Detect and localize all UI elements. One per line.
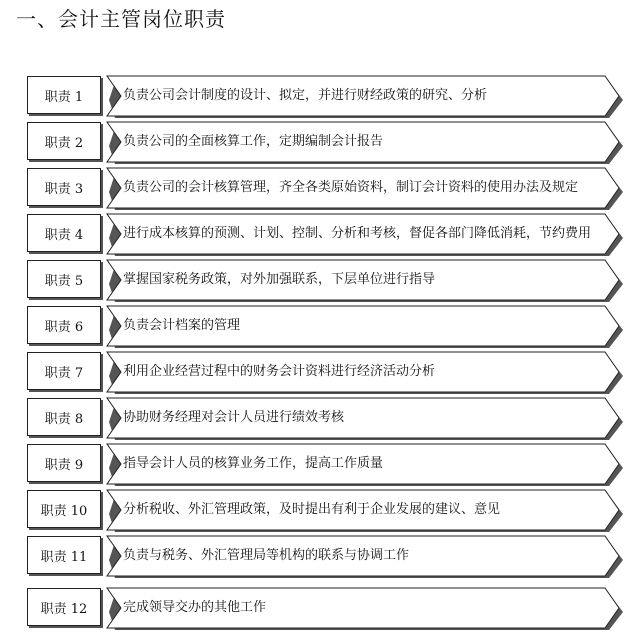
duty-label: 职责 9 (27, 444, 101, 482)
duty-row (27, 306, 621, 346)
duty-row (27, 122, 621, 162)
duty-text: 进行成本核算的预测、计划、控制、分析和考核，督促各部门降低消耗，节约费用 (123, 226, 592, 241)
duty-arrow-box (107, 588, 621, 628)
duty-arrow-box (107, 398, 621, 438)
duty-row (27, 168, 621, 208)
duty-text: 分析税收、外汇管理政策，及时提出有利于企业发展的建议、意见 (123, 502, 501, 517)
page-title: 一、会计主管岗位职责 (16, 7, 226, 31)
duty-text: 负责与税务、外汇管理局等机构的联系与协调工作 (123, 548, 410, 563)
duty-text: 完成领导交办的其他工作 (123, 600, 267, 615)
duty-arrow-box (107, 352, 621, 392)
duty-row (27, 588, 621, 628)
duty-row (27, 260, 621, 300)
duty-label: 职责 3 (27, 168, 101, 206)
duty-label: 职责 8 (27, 398, 101, 436)
duty-text: 负责会计档案的管理 (123, 318, 241, 333)
duty-label: 职责 10 (27, 490, 101, 528)
duty-label: 职责 1 (27, 76, 101, 114)
duty-label: 职责 11 (27, 536, 101, 574)
duty-row (27, 214, 621, 254)
duty-text: 协助财务经理对会计人员进行绩效考核 (123, 410, 345, 425)
duty-arrow-box (107, 122, 621, 162)
duty-row (27, 444, 621, 484)
duty-label: 职责 5 (27, 260, 101, 298)
duty-arrow-box (107, 260, 621, 300)
duty-arrow-box (107, 536, 621, 576)
duty-label: 职责 4 (27, 214, 101, 252)
duty-row (27, 536, 621, 576)
duty-row (27, 398, 621, 438)
duty-text: 指导会计人员的核算业务工作，提高工作质量 (123, 456, 384, 471)
duty-arrow-box (107, 306, 621, 346)
duty-arrow-box (107, 444, 621, 484)
duty-label: 职责 2 (27, 122, 101, 160)
duty-row (27, 490, 621, 530)
duty-text: 负责公司会计制度的设计、拟定，并进行财经政策的研究、分析 (123, 88, 488, 103)
duty-text: 负责公司的会计核算管理，齐全各类原始资料，制订会计资料的使用办法及规定 (123, 180, 579, 195)
duty-label: 职责 12 (27, 588, 101, 626)
duty-arrow-box (107, 168, 621, 208)
duty-arrow-box (107, 490, 621, 530)
duty-row (27, 76, 621, 116)
duty-label: 职责 6 (27, 306, 101, 344)
duty-arrow-box (107, 214, 621, 254)
duty-arrow-box (107, 76, 621, 116)
duty-label: 职责 7 (27, 352, 101, 390)
duty-row (27, 352, 621, 392)
duty-text: 掌握国家税务政策，对外加强联系，下层单位进行指导 (123, 272, 436, 287)
duty-text: 负责公司的全面核算工作，定期编制会计报告 (123, 134, 384, 149)
duty-text: 利用企业经营过程中的财务会计资料进行经济活动分析 (123, 364, 436, 379)
